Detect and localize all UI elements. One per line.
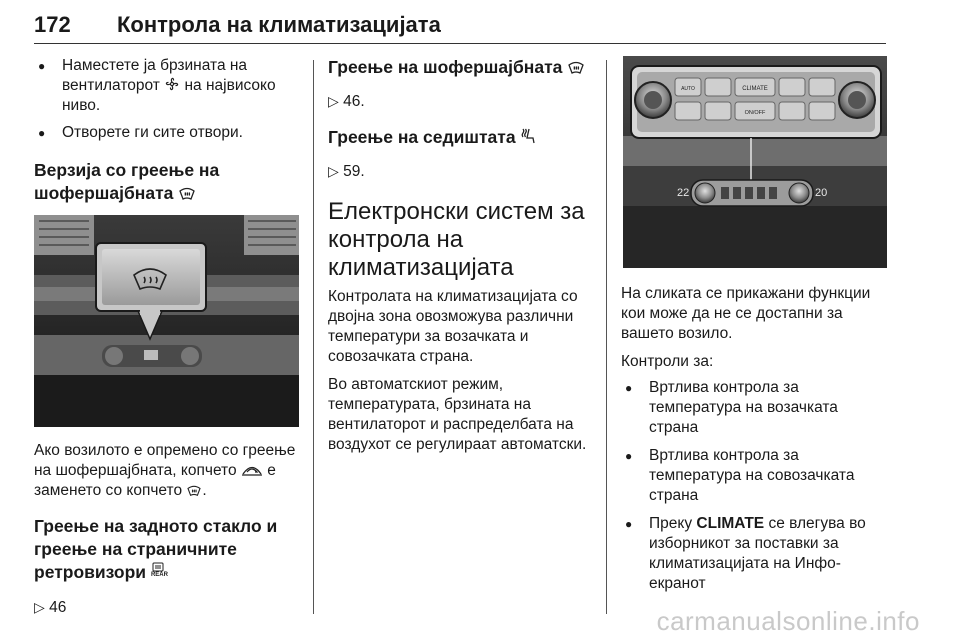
climate-label: CLIMATE bbox=[696, 515, 765, 532]
heading-seat-heating: Греење на седиштата bbox=[328, 126, 594, 149]
list-item: ● Вртлива контрола за температура на возачката страна bbox=[621, 378, 889, 438]
heading-windscreen-version: Верзија со греење на шофершајбната bbox=[34, 160, 220, 203]
onoff-button-label: ON/OFF bbox=[744, 110, 766, 116]
caption-paragraph: Ако возилото е опремено со греење на шофершајбната, копчето е заменето со копчето . bbox=[34, 442, 296, 499]
list-item: ● Отворете ги сите отвори. bbox=[34, 123, 299, 143]
page-reference[interactable]: ▷ 59. bbox=[328, 163, 365, 180]
column-right bbox=[621, 56, 889, 594]
windscreen-heat-icon bbox=[186, 485, 202, 497]
paragraph-auto: Во автоматскиот режим, температурата, брзината на вентилаторот и распределбата на воздухот се регулираат автоматски. bbox=[328, 376, 587, 453]
page-number: 172 bbox=[34, 12, 71, 37]
page-reference[interactable]: ▷ 46. bbox=[328, 93, 365, 110]
list-item: ● Наместете ја брзината на вентилаторот на највисоко ниво. bbox=[34, 56, 299, 116]
page-reference[interactable]: ▷ 46 bbox=[34, 599, 67, 616]
reference-arrow-icon: ▷ bbox=[34, 599, 45, 615]
heading-windscreen-heating: Греење на шофершајбната bbox=[328, 56, 594, 79]
column-divider-2 bbox=[606, 60, 607, 614]
climate-button-label: CLIMATE bbox=[742, 86, 768, 92]
bullet-list-fan bbox=[34, 56, 299, 143]
controls-list bbox=[621, 378, 889, 594]
paragraph-intro: Контролата на климатизацијата со двојна зона овозможува различни температури за возачката и совозачката страна. bbox=[328, 288, 578, 365]
seat-heat-icon bbox=[520, 127, 536, 145]
paragraph-note: На сликата се прикажани функции кои може да не се достапни за вашето возило. bbox=[621, 285, 871, 342]
page-title: Контрола на климатизацијата bbox=[117, 12, 441, 37]
header-divider bbox=[34, 43, 886, 44]
reference-arrow-icon: ▷ bbox=[328, 93, 339, 109]
windscreen-button-photo bbox=[34, 215, 299, 427]
page-header bbox=[34, 6, 886, 44]
list-item: ● Преку CLIMATE се влегува во изборникот за поставки за климатизацијата на Инфо-екранот bbox=[621, 514, 889, 594]
list-item: ● Вртлива контрола за температура на совозачката страна bbox=[621, 446, 889, 506]
windscreen-heat-icon bbox=[567, 61, 585, 75]
column-divider-1 bbox=[313, 60, 314, 614]
section-title: Електронски систем за контрола на климатизацијата bbox=[328, 198, 585, 281]
fan-icon bbox=[164, 76, 180, 92]
reference-arrow-icon: ▷ bbox=[328, 163, 339, 179]
temperature-left-display: 22 bbox=[677, 187, 690, 199]
controls-intro: Контроли за: bbox=[621, 353, 714, 370]
air-recirculation-icon bbox=[241, 463, 263, 477]
watermark: carmanualsonline.info bbox=[656, 606, 920, 636]
auto-button-label: AUTO bbox=[681, 86, 695, 92]
heading-rear-window: Греење на задното стакло и греење на страничните ретровизори REAR bbox=[34, 516, 278, 582]
column-left bbox=[34, 56, 299, 618]
temperature-right-display: 20 bbox=[815, 187, 828, 199]
windscreen-heat-icon bbox=[178, 187, 196, 201]
rear-window-heat-icon: REAR bbox=[151, 562, 165, 580]
column-middle bbox=[328, 56, 594, 455]
climate-control-photo bbox=[623, 56, 887, 268]
